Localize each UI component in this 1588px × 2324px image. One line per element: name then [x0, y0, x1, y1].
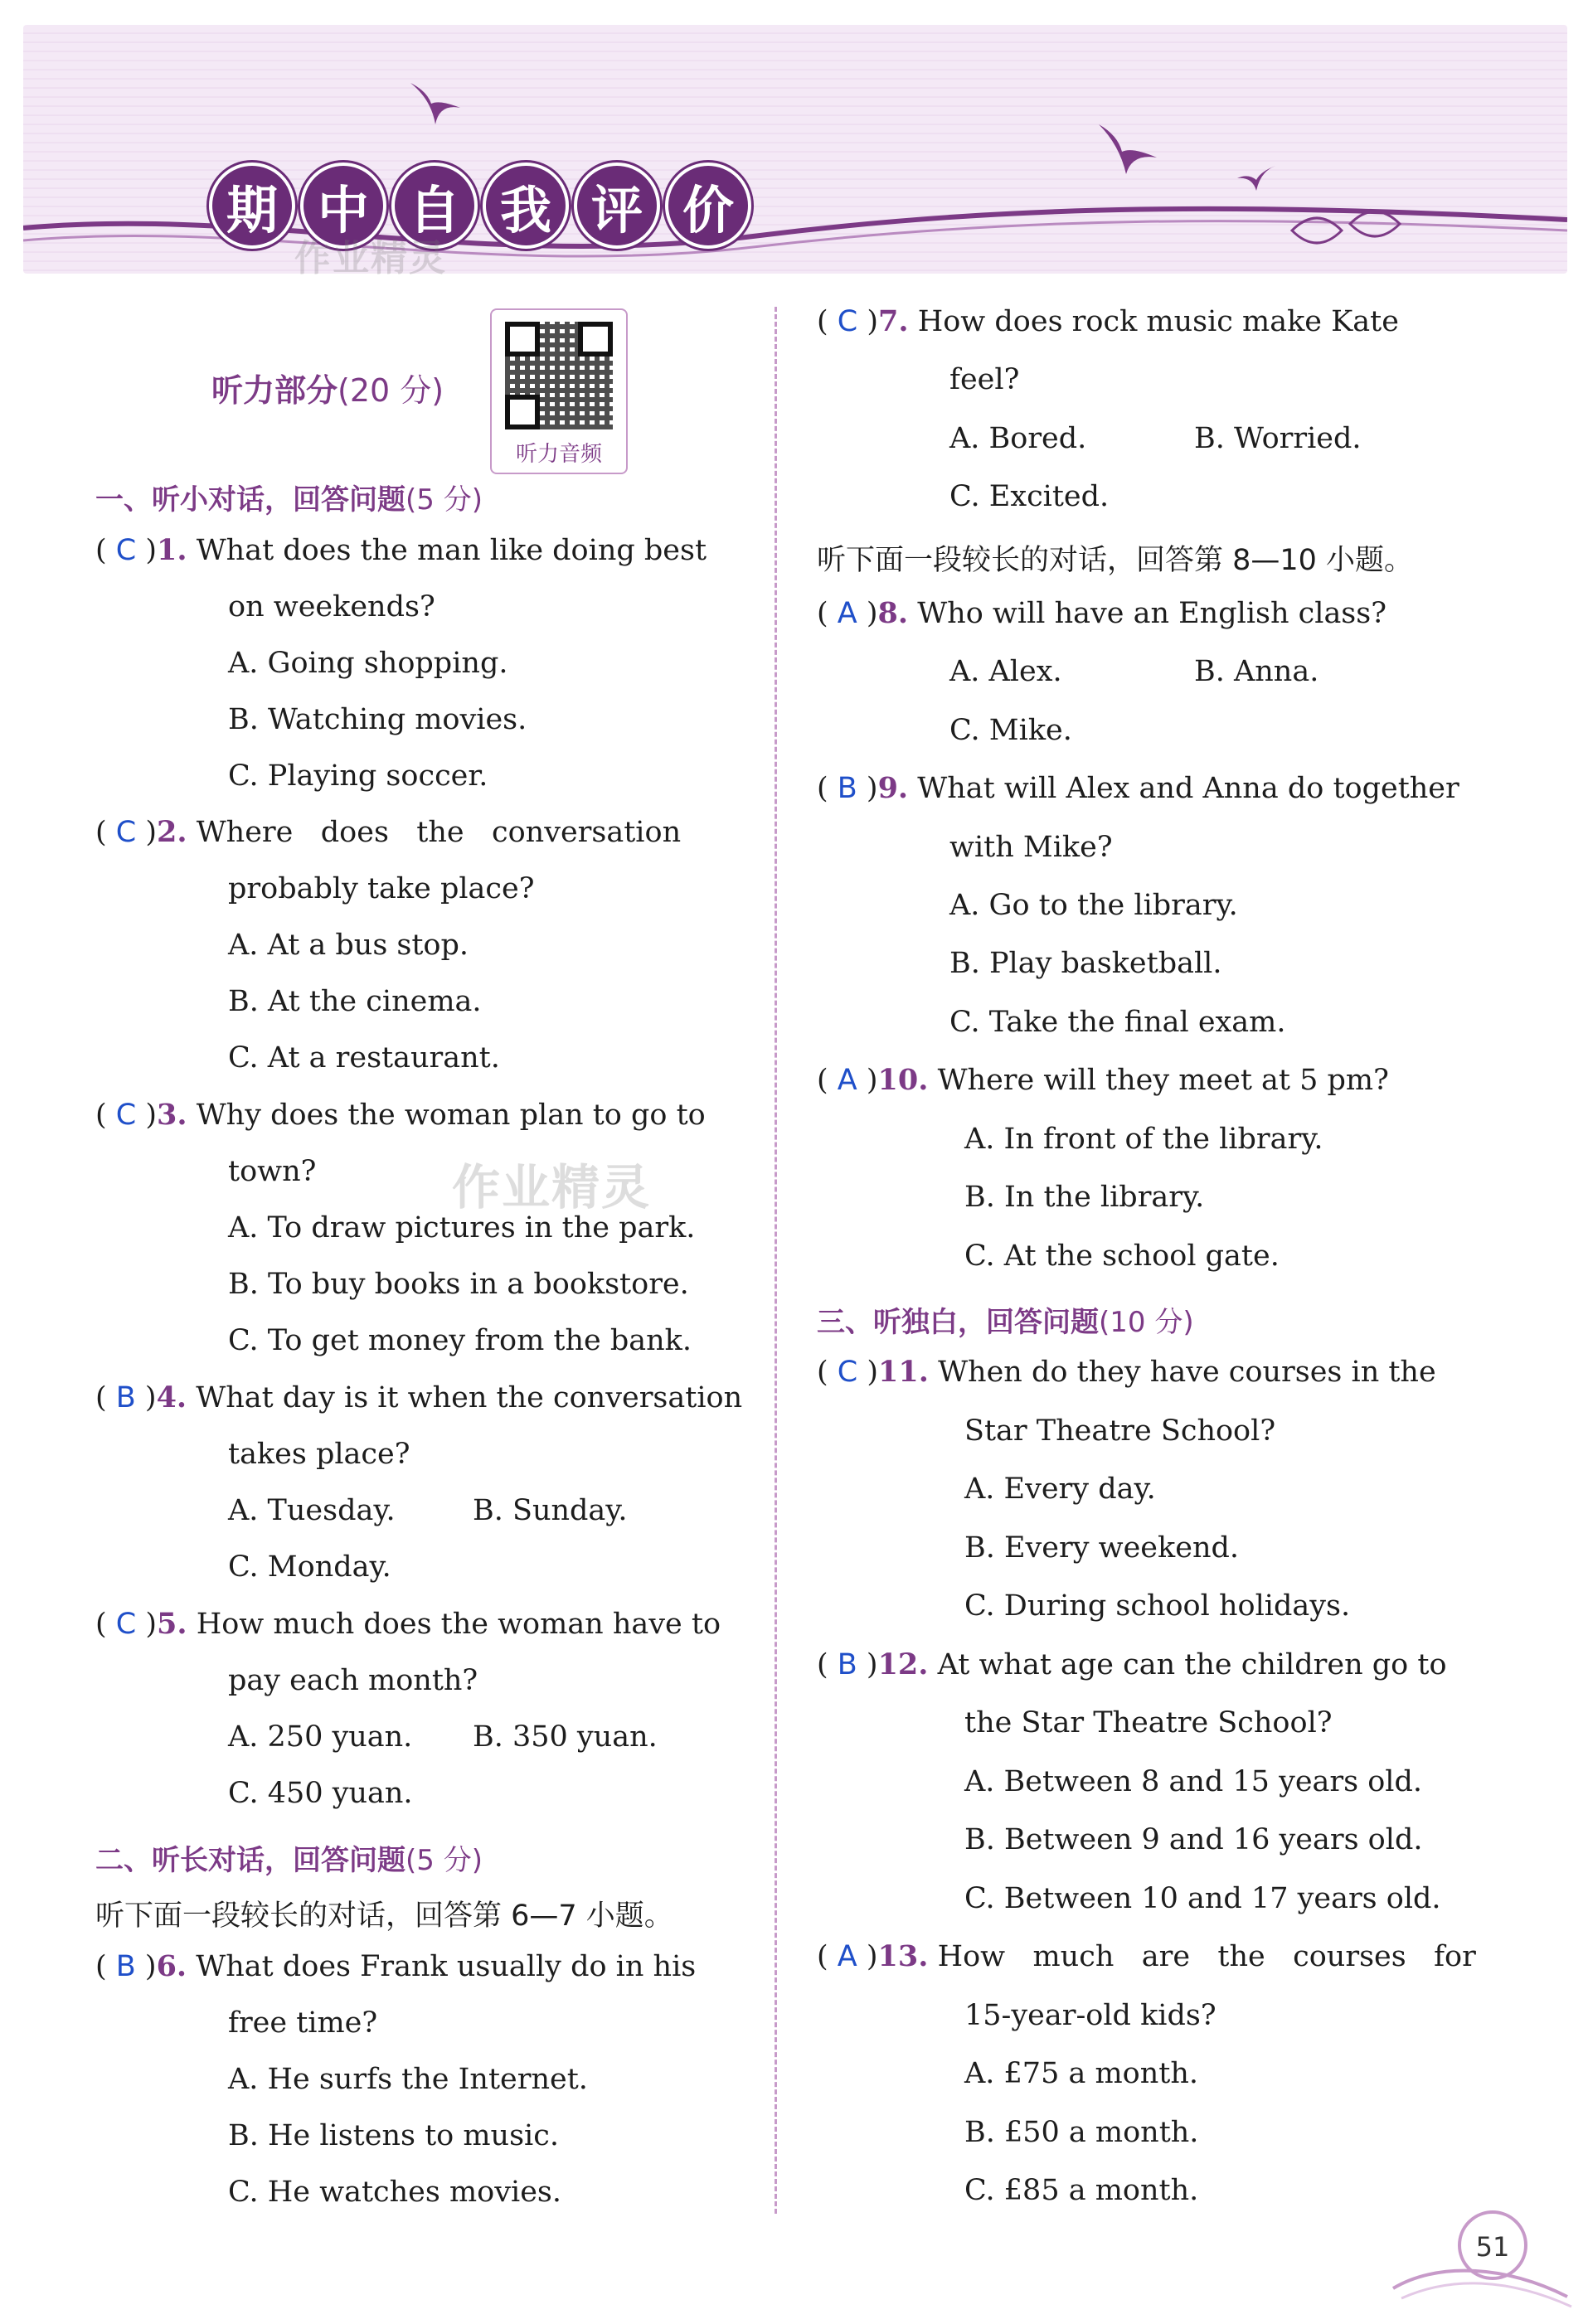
qr-code[interactable]	[490, 308, 628, 474]
option-a: A. Every day.	[964, 1473, 1156, 1506]
bird-icon	[406, 75, 464, 133]
page-number: 51	[1475, 2231, 1510, 2263]
answer: C	[115, 534, 137, 567]
listening-heading	[211, 365, 444, 410]
answer: A	[837, 1940, 857, 1973]
option-b: B. Sunday.	[473, 1494, 628, 1527]
title-char: 价	[665, 163, 751, 249]
option-a: A. £75 a month.	[964, 2057, 1198, 2090]
option-c: C. Playing soccer.	[228, 759, 488, 793]
question-3: ( C )3. Why does the woman plan to go to	[95, 1098, 706, 1132]
title-char: 我	[483, 163, 569, 249]
option-c: C. At the school gate.	[964, 1240, 1280, 1273]
answer: A	[837, 597, 857, 630]
question-10: ( A )10. Where will they meet at 5 pm?	[817, 1063, 1389, 1097]
answer: C	[115, 1608, 137, 1641]
qr-corner	[578, 322, 613, 357]
question-text: feel?	[949, 363, 1020, 396]
bird-icon	[1095, 120, 1161, 178]
question-12: ( B )12. At what age can the children go to	[817, 1647, 1447, 1681]
title-char: 评	[574, 163, 660, 249]
option-b: B. At the cinema.	[228, 985, 482, 1018]
option-b: B. Play basketball.	[949, 947, 1222, 980]
option-c: C. Excited.	[949, 480, 1110, 513]
title-char: 自	[391, 163, 478, 249]
question-text: takes place?	[228, 1438, 410, 1471]
qr-corner	[505, 322, 540, 357]
option-c: C. He watches movies.	[228, 2176, 562, 2209]
option-a: A. At a bus stop.	[228, 929, 469, 962]
option-c: C. Between 10 and 17 years old.	[964, 1882, 1441, 1915]
question-text: Star Theatre School?	[964, 1414, 1276, 1448]
question-text: on weekends?	[228, 590, 435, 623]
listening-heading-text: 听力部分	[211, 372, 338, 409]
listening-points: (20 分)	[338, 372, 444, 409]
option-a: A. Between 8 and 15 years old.	[964, 1765, 1423, 1798]
question-text: probably take place?	[228, 872, 535, 905]
watermark: 作业精灵	[452, 1159, 652, 1215]
answer: B	[115, 1381, 136, 1414]
qr-corner	[505, 395, 540, 429]
option-b: B. Watching movies.	[228, 703, 527, 736]
answer: C	[837, 305, 858, 338]
question-text: with Mike?	[949, 831, 1113, 864]
qr-label: 听力音频	[515, 442, 602, 467]
question-text: 15-year-old kids?	[964, 1999, 1216, 2032]
option-b: B. £50 a month.	[964, 2116, 1199, 2149]
watermark: 作业精灵	[294, 237, 447, 279]
option-c: C. 450 yuan.	[228, 1777, 413, 1810]
option-c: C. Mike.	[949, 714, 1072, 747]
option-a: A. He surfs the Internet.	[228, 2063, 588, 2096]
question-text: pay each month?	[228, 1664, 478, 1697]
question-8: ( A )8. Who will have an English class?	[817, 596, 1386, 630]
question-text: town?	[228, 1155, 317, 1188]
option-c: C. £85 a month.	[964, 2174, 1199, 2207]
answer: B	[837, 772, 857, 805]
option-c: C. To get money from the bank.	[228, 1324, 692, 1357]
answer: B	[837, 1648, 857, 1681]
section-heading: 一、听小对话，回答问题(5 分)	[95, 483, 483, 517]
title-char: 期	[209, 163, 295, 249]
option-c: C. Take the final exam.	[949, 1006, 1286, 1039]
option-a: A. Alex.	[949, 655, 1062, 688]
instruction-note: 听下面一段较长的对话，回答第 6—7 小题。	[95, 1899, 673, 1933]
option-a: A. To draw pictures in the park.	[228, 1211, 696, 1244]
option-b: B. 350 yuan.	[473, 1720, 658, 1754]
answer: B	[115, 1950, 136, 1983]
question-1: ( C )1. What does the man like doing best	[95, 533, 707, 567]
option-a: A. Tuesday.	[228, 1494, 396, 1527]
option-a: A. Go to the library.	[949, 889, 1238, 922]
section-heading: 二、听长对话，回答问题(5 分)	[95, 1844, 483, 1877]
question-text: free time?	[228, 2006, 378, 2040]
question-text: the Star Theatre School?	[964, 1706, 1333, 1739]
option-a: A. 250 yuan.	[228, 1720, 413, 1754]
question-9: ( B )9. What will Alex and Anna do together	[817, 771, 1459, 805]
option-b: B. Every weekend.	[964, 1531, 1240, 1565]
option-c: C. At a restaurant.	[228, 1041, 500, 1075]
question-5: ( C )5. How much does the woman have to	[95, 1607, 721, 1641]
question-2: ( C )2. Where does the conversation	[95, 815, 682, 849]
bird-icon	[1236, 162, 1277, 195]
question-7: ( C )7. How does rock music make Kate	[817, 304, 1399, 338]
column-divider	[775, 307, 777, 2214]
title-char: 中	[300, 163, 386, 249]
option-a: A. Bored.	[949, 422, 1087, 455]
option-b: B. Anna.	[1194, 655, 1319, 688]
page-title	[209, 163, 751, 249]
option-b: B. Between 9 and 16 years old.	[964, 1823, 1423, 1856]
instruction-note: 听下面一段较长的对话，回答第 8—10 小题。	[817, 544, 1414, 577]
option-c: C. Monday.	[228, 1550, 391, 1584]
option-a: A. Going shopping.	[228, 647, 508, 680]
question-6: ( B )6. What does Frank usually do in his	[95, 1949, 697, 1983]
section-heading: 三、听独白，回答问题(10 分)	[817, 1306, 1194, 1339]
option-b: B. Worried.	[1194, 422, 1362, 455]
option-b: B. He listens to music.	[228, 2119, 559, 2152]
answer: C	[115, 1099, 137, 1132]
option-a: A. In front of the library.	[964, 1123, 1323, 1156]
answer: C	[115, 816, 137, 849]
answer: A	[837, 1064, 857, 1097]
option-b: B. In the library.	[964, 1181, 1205, 1214]
option-b: B. To buy books in a bookstore.	[228, 1268, 689, 1301]
option-c: C. During school holidays.	[964, 1589, 1351, 1623]
question-4: ( B )4. What day is it when the conversation	[95, 1380, 743, 1414]
answer: C	[837, 1356, 858, 1389]
question-13: ( A )13. How much are the courses for	[817, 1939, 1476, 1973]
question-11: ( C )11. When do they have courses in the	[817, 1355, 1436, 1389]
